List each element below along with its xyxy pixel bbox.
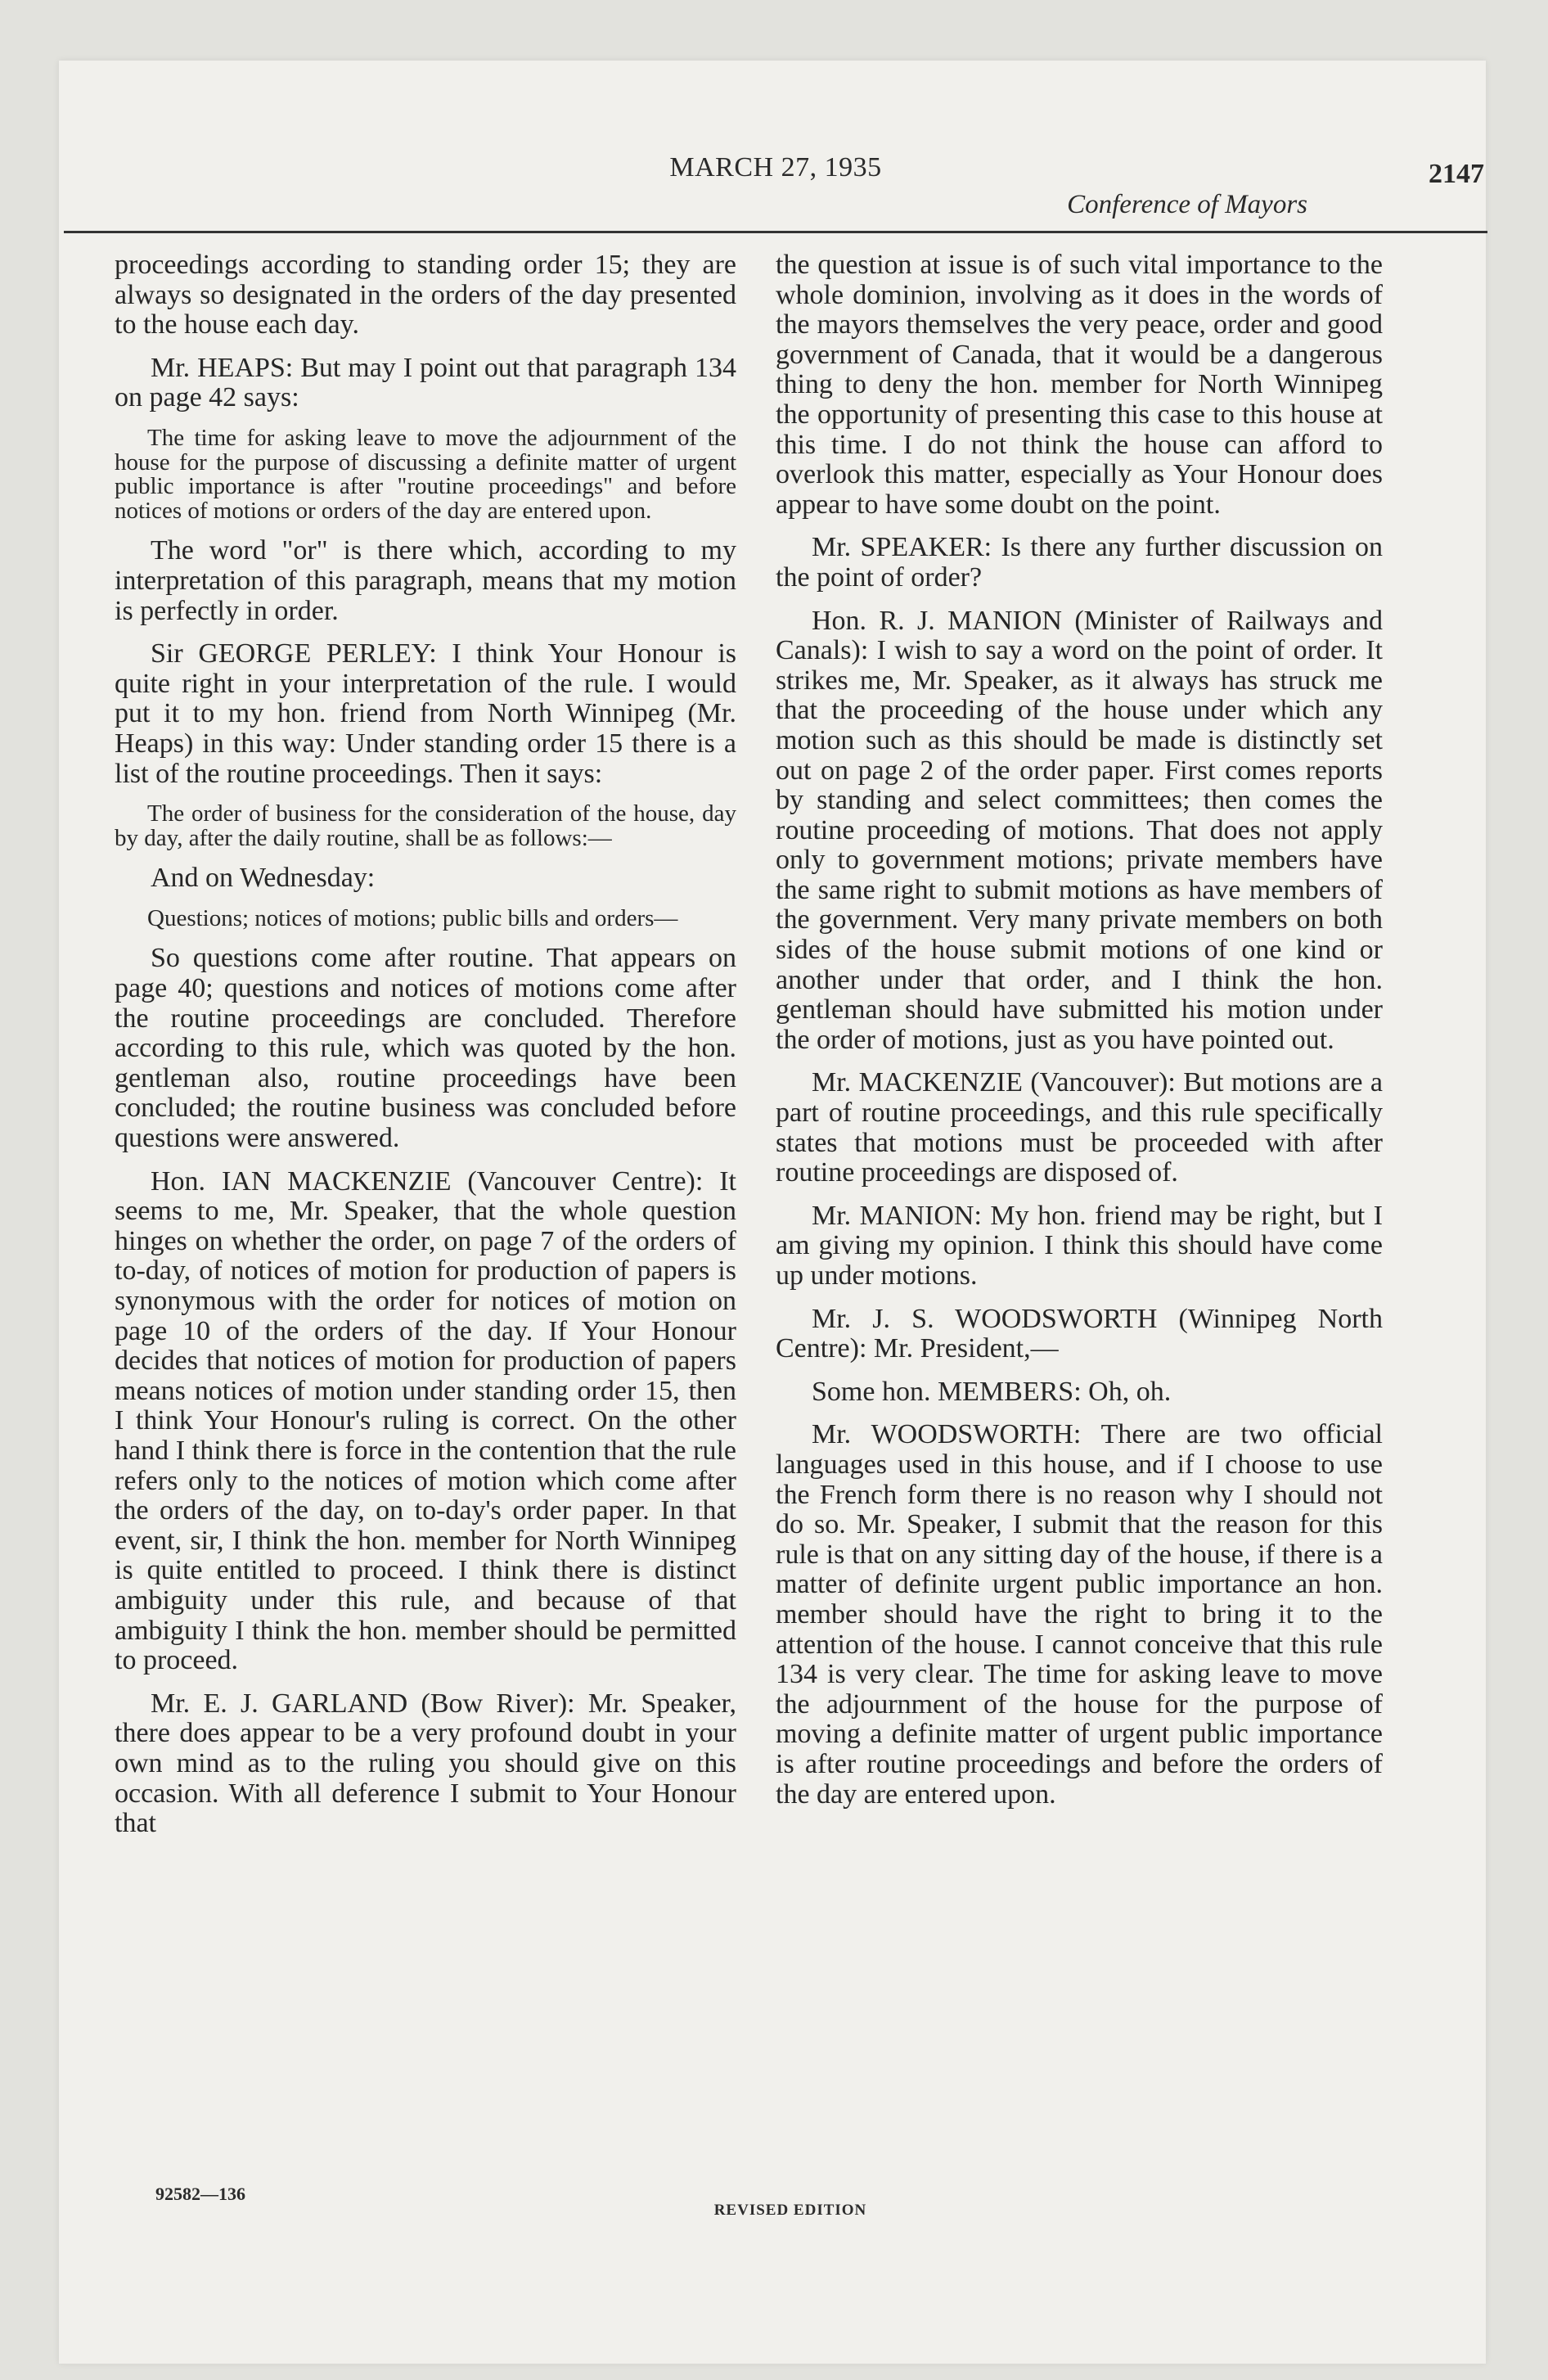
paragraph: Mr. J. S. WOODSWORTH (Winnipeg North Centre): Mr. President,— <box>776 1303 1383 1364</box>
paragraph: Mr. MACKENZIE (Vancouver): But motions are a part of routine proceedings, and this rule specifically states that motions must be proceeded with after routine proceedings are disposed of. <box>776 1067 1383 1188</box>
right-column <box>776 250 1383 1823</box>
header-rule <box>64 231 1487 233</box>
paragraph: Mr. E. J. GARLAND (Bow River): Mr. Speaker, there does appear to be a very profound doubt in your own mind as to the ruling you should give on this occasion. With all deference I submit to Your Honour that <box>115 1688 736 1839</box>
paragraph: The word "or" is there which, according to my interpretation of this paragraph, means that my motion is perfectly in order. <box>115 535 736 626</box>
paragraph: Mr. WOODSWORTH: There are two official languages used in this house, and if I choose to use the French form there is no reason why I should not do so. Mr. Speaker, I submit that the reason for this rule is that on any sitting day of the house, if there is a matter of definite urgent public importance an hon. member should have the right to bring it to the attention of the house. I cannot conceive that this rule 134 is very clear. The time for asking leave to move the adjournment of the house for the purpose of moving a definite matter of urgent public importance is after routine proceedings and before the orders of the day are entered upon. <box>776 1419 1383 1810</box>
paragraph: Mr. SPEAKER: Is there any further discussion on the point of order? <box>776 532 1383 593</box>
paragraph: Mr. HEAPS: But may I point out that paragraph 134 on page 42 says: <box>115 352 736 413</box>
printer-code: 92582—136 <box>155 2184 245 2204</box>
paragraph: Mr. MANION: My hon. friend may be right, but I am giving my opinion. I think this should have come up under motions. <box>776 1200 1383 1291</box>
paragraph: the question at issue is of such vital importance to the whole dominion, involving as it does in the words of the mayors themselves the very peace, order and good government of Canada, that it would be a dangerous thing to deny the hon. member for North Winnipeg the opportunity of presenting this case to this house at this time. I do not think the house can afford to overlook this matter, especially as Your Honour does appear to have some doubt on the point. <box>776 250 1383 520</box>
paragraph: Hon. IAN MACKENZIE (Vancouver Centre): It seems to me, Mr. Speaker, that the whole question hinges on whether the order, on page 7 of the orders of to-day, of notices of motion for production of papers is synonymous with the order for notices of motion on page 10 of the orders of the day. If Your Honour decides that notices of motion for production of papers means notices of motion under standing order 15, then I think Your Honour's ruling is correct. On the other hand I think there is force in the contention that the rule refers only to the notices of motion which come after the orders of the day, on to-day's order paper. In that event, sir, I think the hon. member for North Winnipeg is quite entitled to proceed. I think there is distinct ambiguity under this rule, and because of that ambiguity I think the hon. member should be permitted to proceed. <box>115 1165 736 1676</box>
paragraph: So questions come after routine. That appears on page 40; questions and notices of motions come after the routine proceedings are concluded. Therefore according to this rule, which was quoted by the hon. gentleman also, routine proceedings have been concluded; the routine business was concluded before questions were answered. <box>115 943 736 1154</box>
quotation: The time for asking leave to move the adjournment of the house for the purpose of discussing a definite matter of urgent public importance is after "routine proceedings" and before notices of motions or orders of the day are entered upon. <box>115 424 736 524</box>
paragraph: proceedings according to standing order 15; they are always so designated in the orders of the day presented to the house each day. <box>115 250 736 340</box>
paragraph: And on Wednesday: <box>151 863 376 894</box>
paragraph: Hon. R. J. MANION (Minister of Railways and Canals): I wish to say a word on the point of order. It strikes me, Mr. Speaker, as it always has struck me that the proceeding of the house under which any motion such as this should be made is distinctly set out on page 2 of the order paper. First comes reports by standing and select committees; then comes the routine proceeding of motions. That does not apply only to government motions; private members have the same right to submit motions as have members of the government. Very many private members on both sides of the house submit motions of one kind or another under that order, and I think the hon. gentleman should have submitted his motion under the order of motions, just as you have pointed out. <box>776 605 1383 1055</box>
quotation: The order of business for the consideration of the house, day by day, after the daily routine, shall be as follows:— <box>115 800 736 851</box>
left-column <box>115 250 736 1852</box>
edition-label: REVISED EDITION <box>713 2202 867 2219</box>
paragraph: Sir GEORGE PERLEY: I think Your Honour is quite right in your interpretation of the rule. I would put it to my hon. friend from North Winnipeg (Mr. Heaps) in this way: Under standing order 15 there is a list of the routine proceedings. Then it says: <box>115 638 736 789</box>
quotation: Questions; notices of motions; public bills and orders— <box>147 904 678 931</box>
running-head <box>64 98 1487 232</box>
header-date: MARCH 27, 1935 <box>669 152 882 183</box>
page-number: 2147 <box>1429 159 1484 189</box>
header-topic: Conference of Mayors <box>1067 190 1307 219</box>
paragraph: Some hon. MEMBERS: Oh, oh. <box>812 1376 1172 1407</box>
